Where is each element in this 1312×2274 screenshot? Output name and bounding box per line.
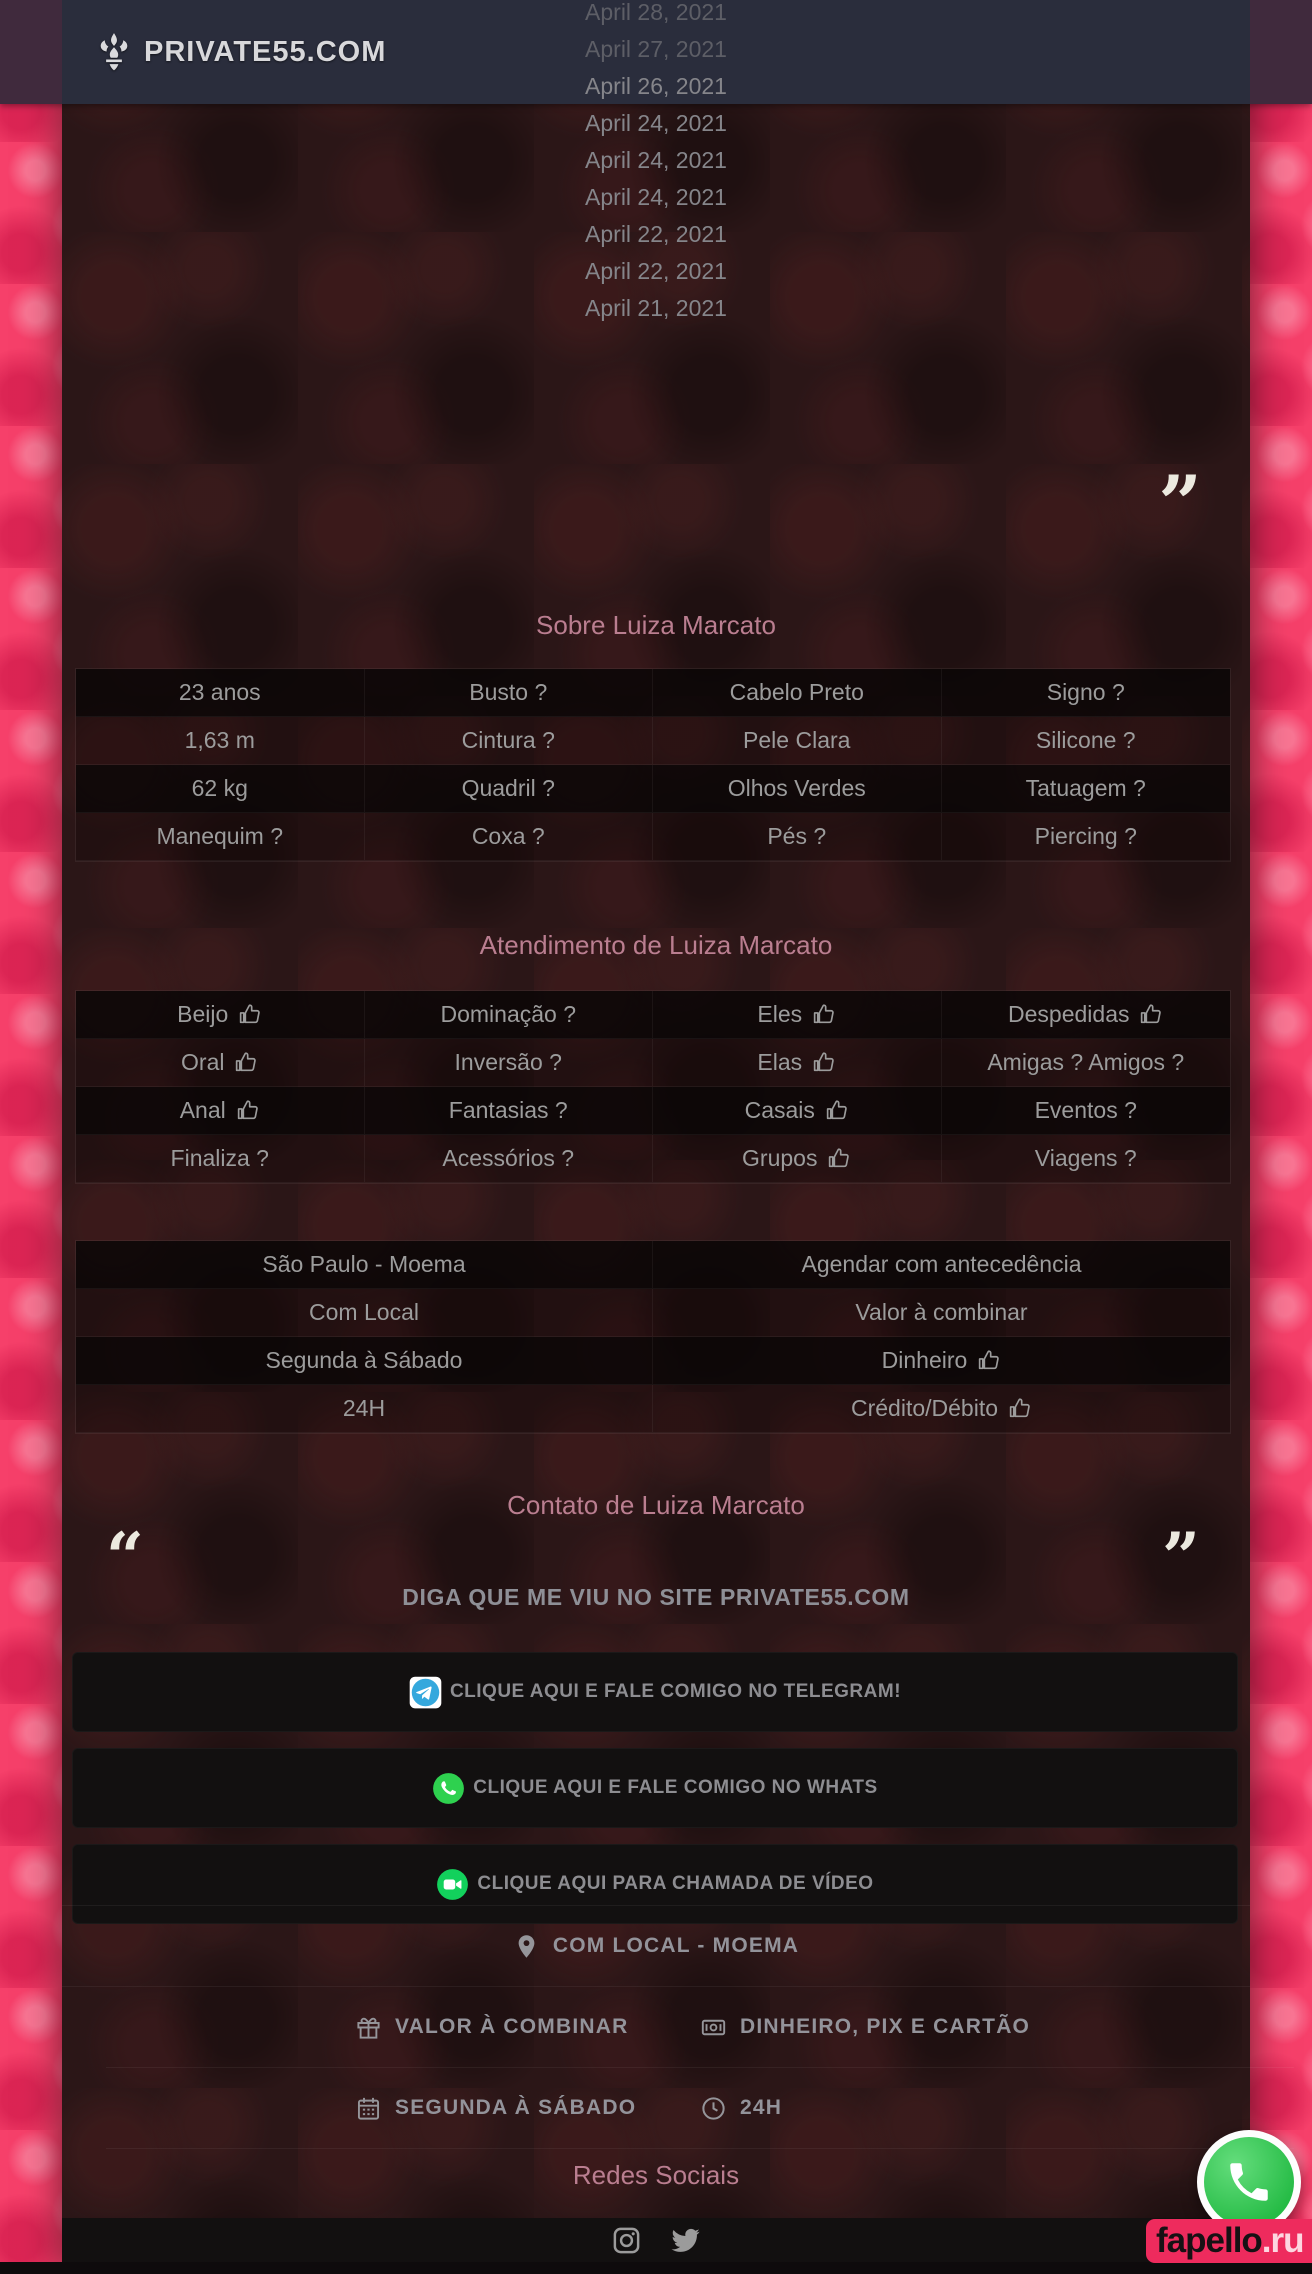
table-row [76, 1135, 1230, 1183]
table-cell-label: Beijo [177, 1001, 229, 1027]
table-cell [653, 669, 942, 717]
table-cell-label: Inversão ? [454, 1049, 562, 1075]
table-cell-label: Dominação ? [440, 1001, 577, 1027]
table-cell [653, 1241, 1230, 1289]
thumbs-up-icon [1007, 1396, 1032, 1421]
quote-close-icon: ” [1158, 459, 1202, 548]
table-cell-label: Quadril ? [461, 775, 555, 801]
thumbs-up-icon [237, 1002, 262, 1027]
table-cell-label: Cintura ? [461, 727, 555, 753]
gift-icon [355, 2014, 382, 2041]
table-cell [365, 991, 654, 1039]
table-row [76, 1087, 1230, 1135]
cta-label: CLIQUE AQUI E FALE COMIGO NO TELEGRAM! [449, 1681, 902, 1702]
post-date-link[interactable]: April 26, 2021 [585, 73, 727, 99]
table-cell-label: Manequim ? [156, 823, 284, 849]
money-icon [700, 2014, 727, 2041]
table-cell-label: 62 kg [191, 775, 248, 801]
post-date-link[interactable]: April 27, 2021 [585, 36, 727, 62]
contact-slogan: DIGA QUE ME VIU NO SITE PRIVATE55.COM [402, 1584, 910, 1610]
table-cell-label: Oral [181, 1049, 225, 1075]
table-cell-label: 1,63 m [184, 727, 255, 753]
table-cell [76, 669, 365, 717]
table-row [76, 1385, 1230, 1433]
table-cell-label: Acessórios ? [442, 1145, 575, 1171]
calendar-icon [355, 2095, 382, 2122]
table-cell [76, 813, 365, 861]
table-cell [942, 1087, 1231, 1135]
table-cell [76, 1289, 653, 1337]
cta-label: CLIQUE AQUI E FALE COMIGO NO WHATS [473, 1777, 878, 1798]
table-row [76, 1039, 1230, 1087]
post-date-link[interactable]: April 24, 2021 [585, 110, 727, 136]
twitter-icon[interactable] [670, 2225, 701, 2256]
table-cell-label: Busto ? [469, 679, 548, 705]
info-item-label: VALOR À COMBINAR [395, 2015, 629, 2038]
logistics-table [75, 1240, 1231, 1434]
clock-icon [700, 2095, 727, 2122]
footer-strip [0, 2262, 1312, 2274]
table-cell [76, 1385, 653, 1433]
table-cell-label: Signo ? [1046, 679, 1125, 705]
info-item [355, 2014, 700, 2041]
info-row [106, 1987, 1294, 2068]
table-cell-label: Grupos [742, 1145, 818, 1171]
cta-telegram[interactable] [72, 1652, 1238, 1732]
table-cell-label: Fantasias ? [448, 1097, 568, 1123]
table-cell-label: Dinheiro [881, 1347, 968, 1373]
info-item-label: DINHEIRO, PIX E CARTÃO [740, 2015, 1031, 2038]
table-cell [653, 1385, 1230, 1433]
services-table [75, 990, 1231, 1184]
thumbs-up-icon [811, 1002, 836, 1027]
table-cell-label: Finaliza ? [170, 1145, 269, 1171]
table-cell [76, 717, 365, 765]
map-marker-icon [513, 1933, 540, 1960]
table-cell [653, 1039, 942, 1087]
table-cell-label: Piercing ? [1034, 823, 1137, 849]
table-row [76, 669, 1230, 717]
table-cell [76, 1241, 653, 1289]
table-cell-label: Pés ? [767, 823, 827, 849]
table-cell [942, 765, 1231, 813]
table-cell-label: Eventos ? [1034, 1097, 1137, 1123]
cta-list [72, 1652, 1238, 1940]
watermark-text-dark: fapello [1156, 2221, 1262, 2260]
table-cell-label: Valor à combinar [855, 1299, 1028, 1325]
table-cell [365, 813, 654, 861]
main-column [62, 0, 1250, 2274]
info-row [62, 1906, 1250, 1987]
thumbs-up-icon [235, 1098, 260, 1123]
post-date-link[interactable]: April 22, 2021 [585, 221, 727, 247]
table-cell-label: Despedidas [1008, 1001, 1130, 1027]
video-call-icon [436, 1868, 469, 1901]
right-floral-border [1249, 0, 1312, 2274]
table-cell [942, 669, 1231, 717]
table-cell-label: Com Local [309, 1299, 419, 1325]
table-row [76, 1289, 1230, 1337]
table-row [76, 991, 1230, 1039]
contact-section-title: Contato de Luiza Marcato [507, 1490, 805, 1520]
about-table [75, 668, 1231, 862]
telegram-icon [409, 1676, 442, 1709]
table-cell [653, 813, 942, 861]
thumbs-up-icon [826, 1146, 851, 1171]
table-cell [653, 717, 942, 765]
thumbs-up-icon [1138, 1002, 1163, 1027]
table-cell [942, 1135, 1231, 1183]
table-cell-label: Tatuagem ? [1025, 775, 1146, 801]
table-row [76, 717, 1230, 765]
table-cell [365, 1087, 654, 1135]
table-cell [76, 1135, 365, 1183]
table-cell-label: São Paulo - Moema [262, 1251, 466, 1277]
table-cell-label: Viagens ? [1034, 1145, 1137, 1171]
info-item-label: SEGUNDA À SÁBADO [395, 2096, 637, 2119]
table-cell [942, 991, 1231, 1039]
thumbs-up-icon [824, 1098, 849, 1123]
table-cell-label: Anal [179, 1097, 226, 1123]
table-cell-label: Pele Clara [743, 727, 851, 753]
info-item-label: COM LOCAL - MOEMA [552, 1934, 800, 1957]
thumbs-up-icon [811, 1050, 836, 1075]
table-cell [653, 1289, 1230, 1337]
table-row [76, 1241, 1230, 1289]
instagram-icon[interactable] [611, 2225, 642, 2256]
info-item [700, 2014, 1045, 2041]
table-cell [653, 991, 942, 1039]
table-cell-label: Silicone ? [1035, 727, 1136, 753]
cta-whatsapp[interactable] [72, 1748, 1238, 1828]
table-cell-label: Olhos Verdes [727, 775, 866, 801]
info-item [513, 1933, 799, 1960]
table-cell [365, 1135, 654, 1183]
table-cell [942, 1039, 1231, 1087]
table-cell [365, 669, 654, 717]
table-cell [76, 1039, 365, 1087]
watermark-text-light: .ru [1261, 2221, 1304, 2260]
social-section-title: Redes Sociais [572, 2160, 740, 2190]
table-cell [653, 765, 942, 813]
table-cell [76, 1337, 653, 1385]
left-floral-border [0, 0, 63, 2274]
fapello-watermark [1146, 2219, 1312, 2263]
table-cell-label: Coxa ? [471, 823, 545, 849]
table-cell [365, 765, 654, 813]
info-rows [62, 1905, 1250, 2149]
table-cell-label: Segunda à Sábado [265, 1347, 463, 1373]
table-cell-label: Amigas ? Amigos ? [987, 1049, 1185, 1075]
thumbs-up-icon [976, 1348, 1001, 1373]
post-dates [62, 0, 1250, 327]
post-date-link[interactable]: April 22, 2021 [585, 258, 727, 284]
post-date-link[interactable]: April 28, 2021 [585, 0, 727, 25]
quote-open-icon: “ [106, 1518, 144, 1596]
table-cell-label: Crédito/Débito [850, 1395, 999, 1421]
table-cell [76, 1087, 365, 1135]
cta-label: CLIQUE AQUI PARA CHAMADA DE VÍDEO [477, 1873, 874, 1894]
table-cell-label: Elas [757, 1049, 803, 1075]
table-cell [653, 1087, 942, 1135]
quote-close-icon: ” [1162, 1518, 1200, 1596]
table-cell-label: Eles [757, 1001, 803, 1027]
table-row [76, 765, 1230, 813]
table-cell [365, 717, 654, 765]
table-cell [76, 765, 365, 813]
table-cell [76, 991, 365, 1039]
whatsapp-icon [432, 1772, 465, 1805]
post-date-link[interactable]: April 24, 2021 [585, 184, 727, 210]
table-cell [942, 717, 1231, 765]
info-item [700, 2095, 1045, 2122]
social-bar [62, 2218, 1250, 2262]
post-date-link[interactable]: April 21, 2021 [585, 295, 727, 321]
table-row [76, 1337, 1230, 1385]
table-cell-label: 23 anos [178, 679, 261, 705]
table-cell-label: Agendar com antecedência [801, 1251, 1082, 1277]
about-section-title: Sobre Luiza Marcato [536, 610, 776, 640]
services-section-title: Atendimento de Luiza Marcato [479, 930, 833, 960]
table-cell [653, 1337, 1230, 1385]
table-cell [653, 1135, 942, 1183]
table-cell-label: Casais [744, 1097, 815, 1123]
table-cell [365, 1039, 654, 1087]
info-item [355, 2095, 700, 2122]
info-item-label: 24H [740, 2096, 783, 2119]
brand-name: PRIVATE55.COM [144, 35, 387, 68]
info-row [106, 2068, 1294, 2149]
table-cell-label: Cabelo Preto [729, 679, 864, 705]
thumbs-up-icon [233, 1050, 258, 1075]
post-date-link[interactable]: April 24, 2021 [585, 147, 727, 173]
whatsapp-fab-icon [1204, 2137, 1294, 2227]
table-cell-label: 24H [342, 1395, 386, 1421]
table-cell [942, 813, 1231, 861]
table-row [76, 813, 1230, 861]
